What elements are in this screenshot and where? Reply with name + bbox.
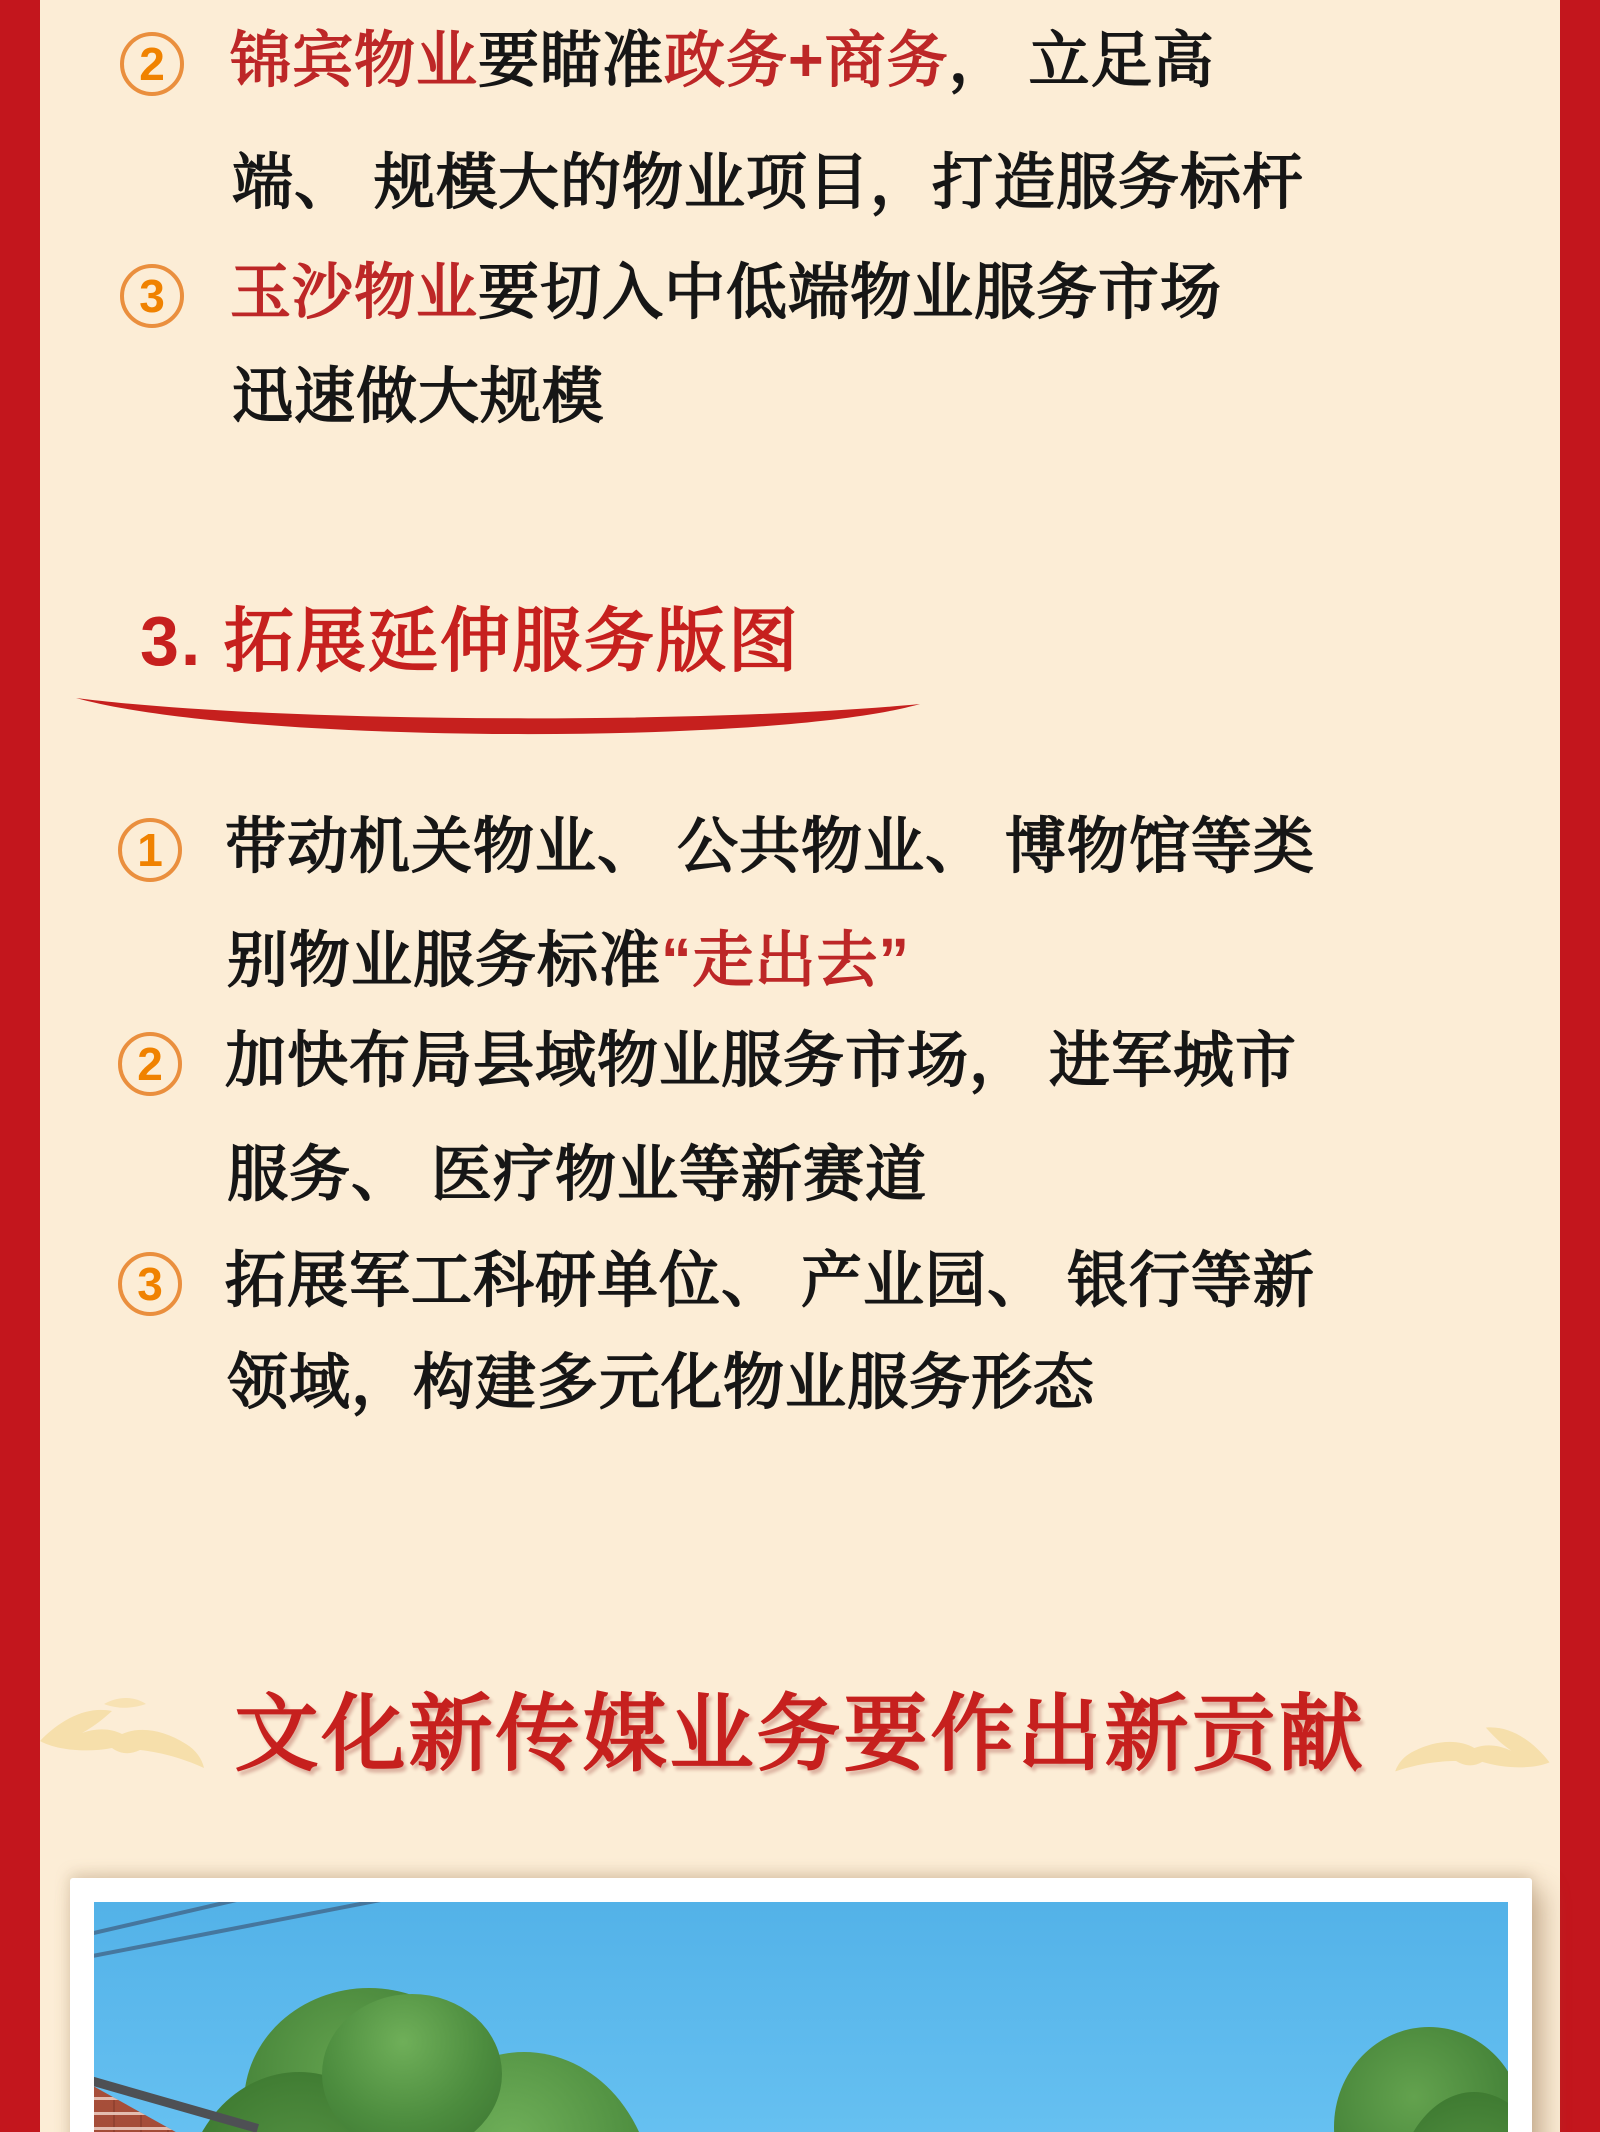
expand-item3-line2: 领域，构建多元化物业服务形态 <box>227 1348 1096 1416</box>
photo-card <box>70 1878 1532 2132</box>
marker-digit: 2 <box>137 1038 163 1090</box>
section-heading: 3. 拓展延伸服务版图 <box>140 602 800 680</box>
expand-item1-line2-black: 别物业服务标准 <box>227 926 662 994</box>
campus-photo <box>94 1902 1508 2132</box>
yusha-tail: 要切入中低端物业服务市场 <box>478 258 1223 326</box>
expand-item3-line1: 拓展军工科研单位、 产业园、 银行等新 <box>225 1246 1315 1314</box>
circled-number-2b <box>118 1032 182 1096</box>
circled-number-3b <box>118 1252 182 1316</box>
heading-underline-swoosh <box>72 688 924 752</box>
circled-number-3 <box>120 264 184 328</box>
yusha-line2: 迅速做大规模 <box>232 362 605 430</box>
circled-number-1 <box>118 818 182 882</box>
expand-item1-line1: 带动机关物业、 公共物业、 博物馆等类 <box>225 812 1315 880</box>
marker-digit: 1 <box>137 824 163 876</box>
expand-item2-line1: 加快布局县域物业服务市场， 进军城市 <box>225 1026 1297 1094</box>
marker-digit: 3 <box>139 270 165 322</box>
left-red-border <box>0 0 40 2132</box>
marker-digit: 2 <box>139 38 165 90</box>
expand-item1-line2-red: “走出去” <box>661 926 911 994</box>
right-red-border <box>1560 0 1600 2132</box>
banner-title: 文化新传媒业务要作出新贡献 <box>234 1687 1366 1781</box>
marker-digit: 3 <box>137 1258 163 1310</box>
jinbin-name: 锦宾物业 <box>230 26 479 94</box>
power-line <box>94 1902 406 1962</box>
jinbin-mid: 要瞄准 <box>478 26 665 94</box>
yusha-name: 玉沙物业 <box>230 258 479 326</box>
expand-item1-line2 <box>227 926 911 994</box>
jinbin-line2: 端、 规模大的物业项目，打造服务标杆 <box>232 148 1304 216</box>
expand-item2-line2: 服务、 医疗物业等新赛道 <box>227 1140 927 1208</box>
jinbin-tail: ， 立足高 <box>948 26 1215 94</box>
power-line <box>94 1902 365 1940</box>
yusha-line1 <box>230 258 1223 326</box>
jinbin-line1 <box>230 26 1215 94</box>
jinbin-focus: 政务+商务 <box>664 26 949 94</box>
circled-number-2 <box>120 32 184 96</box>
